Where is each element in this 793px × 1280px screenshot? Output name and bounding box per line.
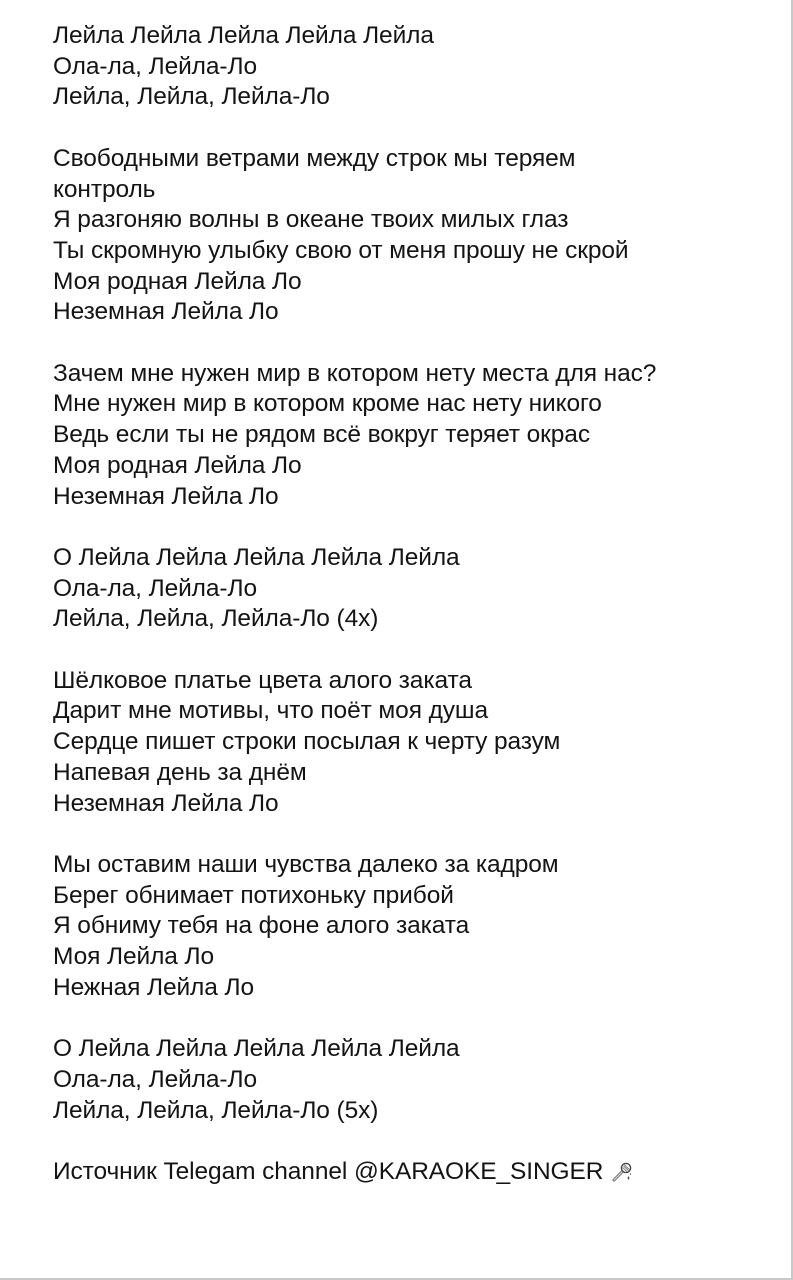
stanza-7 <box>53 1034 773 1126</box>
lyric-line: Нежная Лейла Ло <box>53 973 254 1001</box>
lyric-line: Мы оставим наши чувства далеко за кадром <box>53 850 559 878</box>
lyrics-body <box>53 21 773 1188</box>
lyric-line: Я разгоняю волны в океане твоих милых глаз <box>53 206 569 234</box>
lyric-line: О Лейла Лейла Лейла Лейла Лейла <box>53 543 460 571</box>
lyric-line: Напевая день за днём <box>53 758 307 786</box>
lyric-line: Ола-ла, Лейла-Ло <box>53 574 257 602</box>
lyric-line: Я обниму тебя на фоне алого заката <box>53 912 470 940</box>
lyric-line: Ола-ла, Лейла-Ло <box>53 1065 257 1093</box>
lyric-line: Ты скромную улыбку свою от меня прошу не скрой <box>53 236 629 264</box>
microphone-icon <box>611 1161 633 1183</box>
lyric-line: Неземная Лейла Ло <box>53 298 279 326</box>
lyric-line: Лейла Лейла Лейла Лейла Лейла <box>53 22 434 49</box>
stanza-3 <box>53 359 773 513</box>
lyric-line: Моя Лейла Ло <box>53 943 215 971</box>
lyric-line: Лейла, Лейла, Лейла-Ло <box>53 83 330 111</box>
lyric-line: Ведь если ты не рядом всё вокруг теряет окрас <box>53 421 590 449</box>
lyric-line: Лейла, Лейла, Лейла-Ло (5x) <box>53 1096 379 1124</box>
lyric-line: Ола-ла, Лейла-Ло <box>53 52 257 80</box>
stanza-4 <box>53 543 773 635</box>
lyric-line: Лейла, Лейла, Лейла-Ло (4x) <box>53 605 379 633</box>
lyric-line: О Лейла Лейла Лейла Лейла Лейла <box>53 1035 460 1063</box>
lyric-line: Свободными ветрами между строк мы теряем контроль <box>53 144 576 203</box>
lyric-line: Дарит мне мотивы, что поёт моя душа <box>53 697 489 725</box>
lyric-line: Сердце пишет строки посылая к черту разум <box>53 728 561 756</box>
stanza-1 <box>53 21 773 113</box>
source-text: Источник Telegam channel @KARAOKE_SINGER <box>53 1157 604 1185</box>
stanza-5 <box>53 666 773 820</box>
lyric-line: Шёлковое платье цвета алого заката <box>53 666 472 694</box>
lyric-line: Неземная Лейла Ло <box>53 789 279 817</box>
lyric-line: Неземная Лейла Ло <box>53 482 279 510</box>
lyric-line: Моя родная Лейла Ло <box>53 451 302 479</box>
source-credit <box>53 1157 773 1188</box>
lyric-line: Мне нужен мир в котором кроме нас нету никого <box>53 390 602 418</box>
lyric-line: Берег обнимает потихоньку прибой <box>53 881 454 909</box>
lyric-line: Моя родная Лейла Ло <box>53 267 302 295</box>
stanza-2 <box>53 144 773 328</box>
lyric-line: Зачем мне нужен мир в котором нету места для нас? <box>53 359 657 387</box>
stanza-6 <box>53 850 773 1004</box>
